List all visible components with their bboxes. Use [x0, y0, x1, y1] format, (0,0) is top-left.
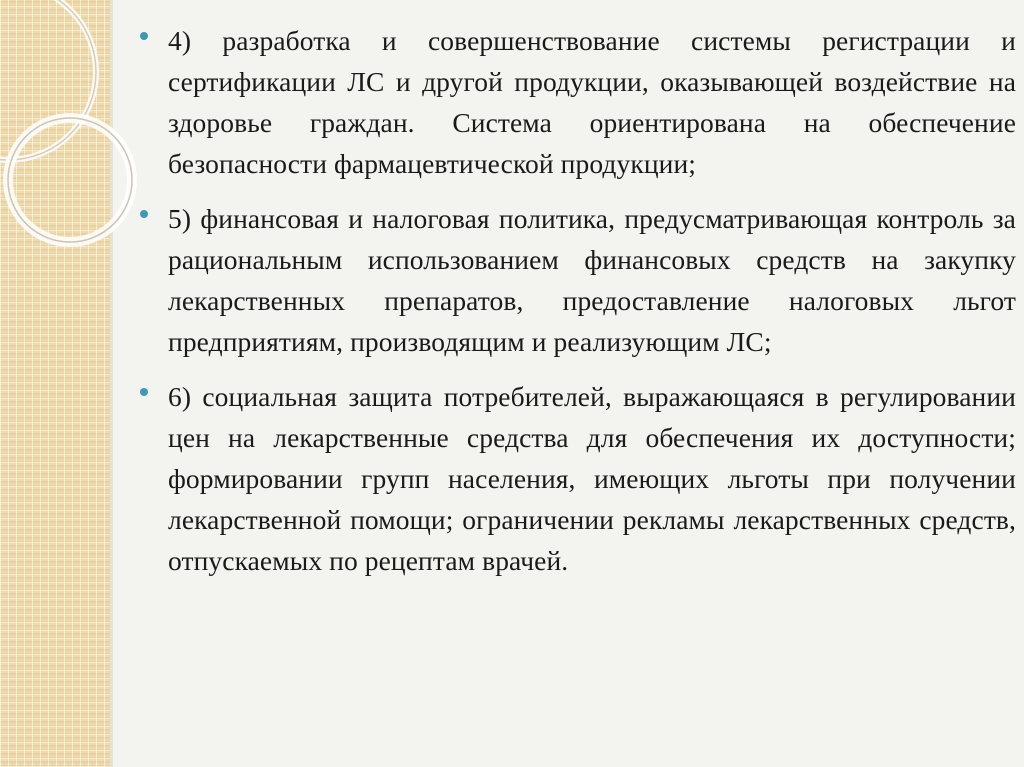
list-item-text: 6) социальная защита потребителей, выражающаяся в регулировании цен на лекарственные средства для обеспечения их доступности; формировании групп населения, имеющих льготы при получении лекарственной помощи; ограничении рекламы лекарственных средств, отпускаемых по рецептам врачей.	[168, 381, 1016, 576]
list-item	[140, 376, 1016, 581]
list-item-text: 4) разработка и совершенствование системы регистрации и сертификации ЛС и другой продукции, оказывающей воздействие на здоровье граждан. Система ориентирована на обеспечение безопасности фармацевтической продукции;	[168, 25, 1016, 179]
bullet-icon	[140, 388, 148, 396]
decorative-rings-icon	[0, 0, 140, 320]
bullet-icon	[140, 32, 148, 40]
bullet-list	[140, 20, 1016, 595]
list-item	[140, 198, 1016, 362]
list-item-text: 5) финансовая и налоговая политика, предусматривающая контроль за рациональным использованием финансовых средств на закупку лекарственных препаратов, предоставление налоговых льгот предприятиям, производящим и реализующим ЛС;	[168, 203, 1016, 357]
bullet-icon	[140, 210, 148, 218]
list-item	[140, 20, 1016, 184]
